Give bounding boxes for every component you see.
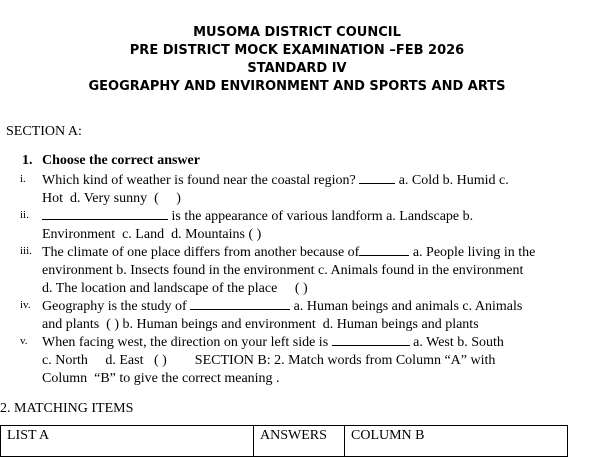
section-a-heading: SECTION A:	[6, 124, 82, 139]
answer-blank[interactable]	[190, 296, 290, 310]
council-name: MUSOMA DISTRICT COUNCIL	[193, 25, 401, 40]
item-numeral: iv.	[20, 299, 31, 311]
item-numeral: i.	[20, 173, 26, 185]
item-options: a. West b. South	[409, 335, 504, 350]
question-item-v	[20, 332, 564, 388]
item-text: Which kind of weather is found near the coastal region?	[42, 173, 360, 188]
item-options-cont: and plants ( ) b. Human beings and environment d. Human beings and plants	[42, 317, 479, 332]
item-options-cont: c. North d. East ( ) SECTION B: 2. Match words from Column “A” with	[42, 353, 496, 368]
matching-table	[0, 425, 568, 457]
exam-title: PRE DISTRICT MOCK EXAMINATION –FEB 2026	[129, 43, 465, 58]
answer-blank[interactable]	[42, 206, 168, 220]
question-item-i	[20, 170, 564, 208]
item-options-cont: environment b. Insects found in the environment c. Animals found in the environment	[42, 263, 524, 278]
item-text: The climate of one place differs from another because of	[42, 245, 360, 260]
answer-blank[interactable]	[359, 170, 395, 184]
item-numeral: v.	[20, 335, 28, 347]
item-options-cont: Hot d. Very sunny ( )	[42, 191, 181, 206]
question-instruction: Choose the correct answer	[42, 153, 200, 168]
item-text: Geography is the study of	[42, 299, 191, 314]
item-options: a. Human beings and animals c. Animals	[290, 299, 523, 314]
column-b-header: COLUMN B	[345, 426, 568, 457]
matching-items-heading: 2. MATCHING ITEMS	[0, 401, 134, 416]
subject-title: GEOGRAPHY AND ENVIRONMENT AND SPORTS AND ARTS	[88, 79, 506, 94]
question-1-title	[22, 152, 200, 170]
exam-header	[0, 24, 594, 96]
section-b-instruction: Column “B” to give the correct meaning .	[42, 371, 280, 386]
list-a-header: LIST A	[1, 426, 254, 457]
item-options-cont: d. The location and landscape of the place ( )	[42, 281, 308, 296]
item-numeral: ii.	[20, 209, 29, 221]
item-text: When facing west, the direction on your left side is	[42, 335, 332, 350]
item-text: is the appearance of various landform a. Landscape b.	[168, 209, 474, 224]
answers-header: ANSWERS	[254, 426, 345, 457]
item-options: a. Cold b. Humid c.	[395, 173, 509, 188]
question-number: 1.	[22, 153, 33, 168]
table-header-row	[1, 426, 568, 457]
question-item-iv	[20, 296, 564, 334]
answer-blank[interactable]	[332, 332, 410, 346]
question-item-ii	[20, 206, 564, 244]
item-options-cont: Environment c. Land d. Mountains ( )	[42, 227, 262, 242]
standard-label: STANDARD IV	[247, 61, 347, 76]
item-numeral: iii.	[20, 245, 32, 257]
answer-blank[interactable]	[359, 242, 409, 256]
question-item-iii	[20, 242, 564, 298]
item-options: a. People living in the	[409, 245, 536, 260]
